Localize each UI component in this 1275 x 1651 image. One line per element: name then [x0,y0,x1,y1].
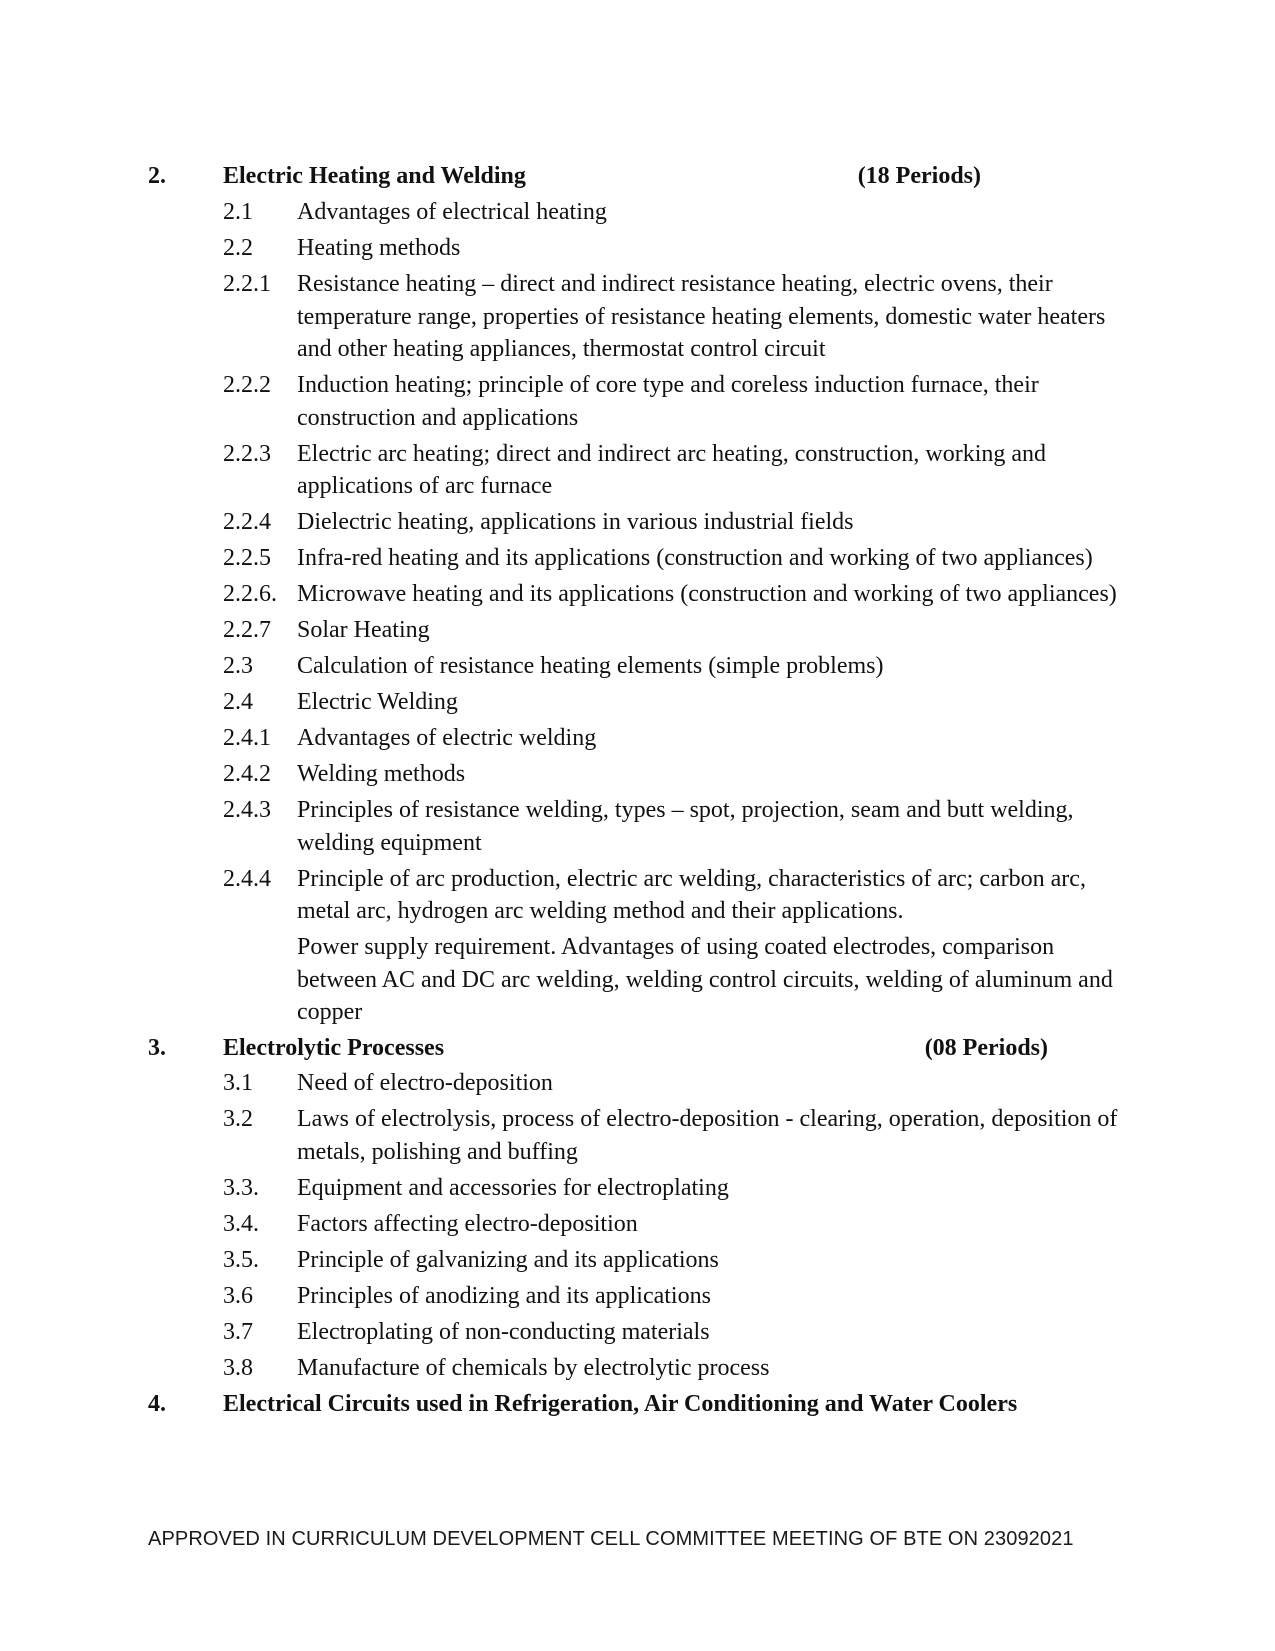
item-number: 2.4.1 [223,725,271,751]
item-text: Dielectric heating, applications in various industrial fields [297,509,854,535]
approval-footer: APPROVED IN CURRICULUM DEVELOPMENT CELL COMMITTEE MEETING OF BTE ON 23092021 [148,1528,1074,1550]
item-text: Manufacture of chemicals by electrolytic process [297,1354,770,1381]
item-number: 2.4.3 [223,797,271,823]
item-number: 2.2.3 [223,440,271,467]
item-text: Electroplating of non-conducting materials [297,1318,710,1345]
list-item [223,268,1138,366]
item-text: Principles of resistance welding, types – spot, projection, seam and butt welding, welding equipment [297,797,1074,856]
item-text: Advantages of electrical heating [297,199,607,225]
item-number: 2.2.7 [223,617,271,643]
list-item [223,369,1138,434]
item-number: 2.2.6. [223,581,277,607]
item-text: Equipment and accessories for electroplating [297,1174,729,1201]
section-items-3 [223,1067,1138,1384]
item-number: 3.7 [223,1318,253,1345]
item-number: 3.3. [223,1174,259,1201]
item-text: Calculation of resistance heating elements (simple problems) [297,653,884,679]
section-periods: (18 Periods) [857,163,981,189]
list-item [223,232,1138,265]
section-number: 4. [148,1390,166,1417]
item-continuation: Power supply requirement. Advantages of using coated electrodes, comparison between AC and DC arc welding, welding control circuits, welding of aluminum and copper [297,934,1113,1025]
section-number: 2. [148,163,166,189]
list-item [223,1172,1138,1205]
item-text: Microwave heating and its applications (construction and working of two appliances) [297,581,1117,607]
item-text: Principle of galvanizing and its applications [297,1246,719,1273]
list-item [223,542,1138,575]
item-text: Resistance heating – direct and indirect resistance heating, electric ovens, their temperature range, properties of resistance heating elements, domestic water heaters and other heating appliances, thermostat control circuit [297,271,1106,362]
item-number: 2.4.4 [223,865,271,892]
item-number: 3.6 [223,1282,253,1309]
section-heading-2 [148,160,1138,196]
item-text: Laws of electrolysis, process of electro-deposition - clearing, operation, deposition of metals, polishing and buffing [297,1106,1118,1165]
section-title: Electric Heating and Welding [223,163,526,189]
item-number: 2.2.2 [223,372,271,398]
item-number: 2.2.4 [223,509,271,535]
item-text: Electric arc heating; direct and indirect arc heating, construction, working and applications of arc furnace [297,440,1047,499]
item-number: 3.5. [223,1246,259,1273]
list-item [223,1316,1138,1349]
item-number: 2.4.2 [223,761,271,787]
list-item [223,1103,1138,1168]
item-number: 3.1 [223,1070,253,1096]
list-item [223,1208,1138,1241]
item-text: Heating methods [297,235,461,261]
list-item [223,1067,1138,1100]
list-item [223,863,1138,928]
item-text: Infra-red heating and its applications (construction and working of two appliances) [297,545,1093,571]
list-item [223,794,1138,859]
list-item [223,758,1138,791]
item-text: Factors affecting electro-deposition [297,1210,638,1237]
item-number: 2.4 [223,689,253,715]
section-number: 3. [148,1035,166,1061]
item-number: 3.8 [223,1354,253,1381]
section-title: Electrical Circuits used in Refrigeration, Air Conditioning and Water Coolers [223,1390,1018,1417]
list-item [223,438,1138,503]
list-item [223,722,1138,755]
list-item [223,650,1138,683]
item-number: 2.3 [223,653,253,679]
section-title: Electrolytic Processes [223,1035,445,1061]
section-heading-4 [148,1388,1138,1424]
item-number: 3.4. [223,1210,259,1237]
list-item [223,686,1138,719]
list-item [223,1244,1138,1277]
section-heading-3 [148,1032,1138,1067]
section-periods: (08 Periods) [924,1035,1048,1061]
item-text: Electric Welding [297,689,458,715]
list-item [223,1352,1138,1385]
item-text: Need of electro-deposition [297,1070,553,1096]
item-number: 2.2.1 [223,271,271,297]
list-item [223,578,1138,611]
list-item [223,506,1138,539]
item-text: Solar Heating [297,617,430,643]
item-number: 2.2.5 [223,545,271,571]
item-number: 3.2 [223,1106,253,1132]
item-number: 2.1 [223,199,253,225]
item-text: Induction heating; principle of core type and coreless induction furnace, their construction and applications [297,372,1039,431]
item-text: Principles of anodizing and its applications [297,1282,711,1309]
list-item [223,196,1138,229]
list-item [223,614,1138,647]
section-items-2 [223,196,1138,1029]
document-body [148,160,1138,1424]
item-text: Welding methods [297,761,466,787]
list-item [223,1280,1138,1313]
item-text: Advantages of electric welding [297,725,597,751]
item-number: 2.2 [223,235,253,261]
item-text: Principle of arc production, electric arc welding, characteristics of arc; carbon arc, metal arc, hydrogen arc welding method and their applications. [297,865,1086,924]
